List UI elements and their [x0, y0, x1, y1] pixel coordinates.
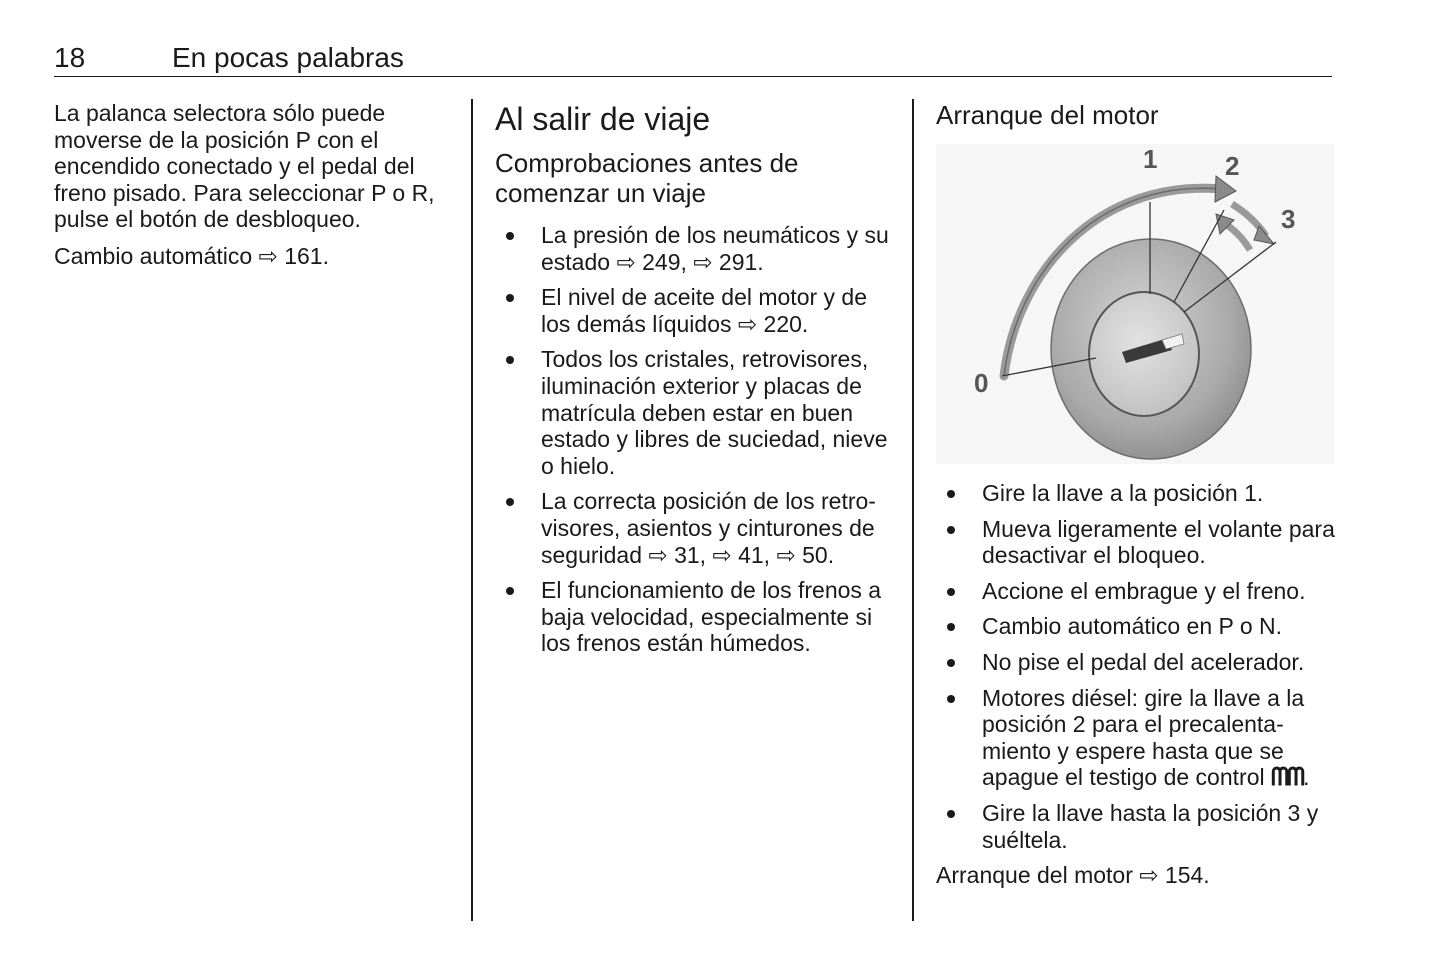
- column-divider-left: [471, 99, 473, 921]
- list-item: Cambio automático en P o N.: [936, 613, 1336, 640]
- list-item: Gire la llave hasta la posición 3 y suéltela.: [936, 800, 1336, 853]
- bullet-icon: [506, 587, 514, 595]
- list-item: El nivel de aceite del motor y de los demás líquidos ⇨ 220.: [495, 284, 895, 337]
- bullet-icon: [947, 588, 955, 596]
- chapter-title: En pocas palabras: [172, 42, 404, 73]
- label-position-2: 2: [1225, 151, 1240, 181]
- engine-start-steps: [936, 480, 1336, 853]
- ignition-diagram: [936, 144, 1334, 464]
- bullet-icon: [506, 294, 514, 302]
- page-header: [54, 38, 1332, 77]
- bullet-icon: [947, 810, 955, 818]
- bullet-icon: [947, 659, 955, 667]
- list-item: No pise el pedal del acelerador.: [936, 649, 1336, 676]
- label-position-3: 3: [1281, 204, 1296, 234]
- column-divider-right: [912, 99, 914, 921]
- column-right: [936, 100, 1336, 899]
- label-position-1: 1: [1143, 144, 1158, 174]
- list-item: Gire la llave a la posición 1.: [936, 480, 1336, 507]
- ignition-key-figure: [936, 144, 1334, 464]
- list-item: La correcta posición de los retrovisores, asientos y cinturones de seguridad ⇨ 31, ⇨ 41, ⇨ 50.: [495, 488, 895, 568]
- pre-trip-checklist: [495, 222, 895, 657]
- section-title: Al salir de viaje: [495, 101, 711, 137]
- checklist-subtitle: Comprobaciones antes de comenzar un viaje: [495, 148, 799, 208]
- label-position-0: 0: [974, 368, 989, 398]
- bullet-icon: [947, 526, 955, 534]
- bullet-icon: [506, 356, 514, 364]
- list-item: La presión de los neumáticos y su estado ⇨ 249, ⇨ 291.: [495, 222, 895, 275]
- bullet-icon: [947, 623, 955, 631]
- automatic-transmission-ref: Cambio automático ⇨ 161.: [54, 242, 329, 269]
- column-middle: [495, 100, 895, 666]
- engine-start-subtitle: Arranque del motor: [936, 100, 1159, 130]
- list-item: Mueva ligeramente el volante para desactivar el bloqueo.: [936, 516, 1336, 569]
- list-item: Accione el embrague y el freno.: [936, 578, 1336, 605]
- engine-start-ref: Arranque del motor ⇨ 154.: [936, 862, 1210, 889]
- bullet-icon: [947, 695, 955, 703]
- bullet-icon: [506, 232, 514, 240]
- gear-lever-paragraph: La palanca selectora sólo puede moverse de la posición P con el encendido conectado y el pedal del freno pisado. Para seleccionar P o R, pulse el botón de desbloqueo.: [54, 100, 435, 233]
- column-left: [54, 100, 454, 280]
- list-item: Todos los cristales, retrovisores, iluminación exterior y placas de matrícula deben estar en buen estado y libres de suciedad, nieve o hielo.: [495, 346, 895, 479]
- list-item: Motores diésel: gire la llave a la posición 2 para el precalentamiento y espere hasta que se apague el testigo de control ᗰᗰ.: [936, 685, 1336, 791]
- glow-plug-icon: ᗰᗰ: [1270, 763, 1304, 792]
- page-number: 18: [54, 42, 86, 73]
- bullet-icon: [506, 498, 514, 506]
- list-item: El funcionamiento de los frenos a baja velocidad, especialmente si los frenos están húmedos.: [495, 577, 895, 657]
- bullet-icon: [947, 490, 955, 498]
